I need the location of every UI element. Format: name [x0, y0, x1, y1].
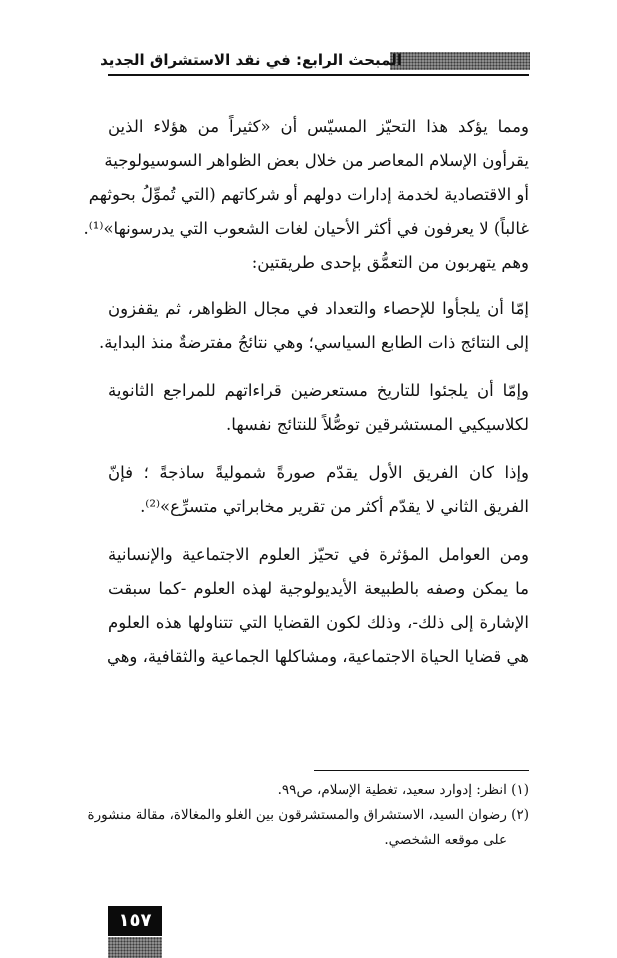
text-line: وإمّا أن يلجئوا للتاريخ مستعرضين قراءاتهم للمراجع الثانوية — [108, 381, 529, 400]
text-line: وهم يتهربون من التعمُّق بإحدى طريقتين: — [251, 253, 529, 272]
text-line: إلى النتائج ذات الطابع السياسي؛ وهي نتائجُ مفترضةٌ منذ البداية. — [99, 333, 529, 352]
paragraph-3 — [108, 374, 529, 442]
footer-ornament — [108, 937, 162, 958]
footnote-rule — [314, 770, 529, 771]
page-number: ١٥٧ — [108, 906, 162, 936]
body-text — [83, 110, 529, 688]
text-line: ما يمكن وصفه بالطبيعة الأيديولوجية لهذه العلوم -كما سبقت — [108, 579, 529, 598]
paragraph-1 — [83, 110, 529, 280]
header-ornament — [390, 52, 530, 70]
footnotes — [87, 778, 529, 853]
text-line: الفريق الثاني لا يقدّم أكثر من تقرير مخابراتي متسرِّع»⁽²⁾. — [140, 497, 529, 516]
footnote-1: (١) انظر: إدوارد سعيد، تغطية الإسلام، ص٩٩. — [277, 782, 529, 798]
text-line: الإشارة إلى ذلك-، وذلك لكون القضايا التي تتناولها هذه العلوم — [108, 613, 529, 632]
text-line: لكلاسيكيي المستشرقين توصُّلاً للنتائج نفسها. — [226, 415, 529, 434]
text-line: هي قضايا الحياة الاجتماعية، ومشاكلها الجماعية والثقافية، وهي — [106, 647, 529, 666]
paragraph-5 — [108, 538, 529, 674]
text-line: وإذا كان الفريق الأول يقدّم صورةً شموليةً ساذجةً ؛ فإنّ — [108, 463, 529, 482]
header-rule — [108, 74, 529, 76]
text-line: ومن العوامل المؤثرة في تحيّز العلوم الاجتماعية والإنسانية — [108, 545, 529, 564]
text-line: يقرأون الإسلام المعاصر من خلال بعض الظواهر السوسيولوجية — [104, 151, 529, 170]
paragraph-2 — [99, 292, 529, 360]
text-line: أو الاقتصادية لخدمة إدارات دولهم أو شركاتهم (التي تُموِّلُ بحوثهم — [88, 185, 529, 204]
paragraph-4 — [108, 456, 529, 524]
text-line: إمّا أن يلجأوا للإحصاء والتعداد في مجال الظواهر، ثم يقفزون — [108, 299, 529, 318]
footnote-2: (٢) رضوان السيد، الاستشراق والمستشرقون بين الغلو والمغالاة، مقالة منشورة — [87, 807, 529, 823]
footnote-2-continuation: على موقعه الشخصي. — [384, 832, 507, 848]
text-line: ومما يؤكد هذا التحيّز المسيّس أن «كثيراً من هؤلاء الذين — [108, 117, 529, 136]
running-header-title: المبحث الرابع: في نقد الاستشراق الجديد — [100, 51, 402, 69]
text-line: غالباً) لا يعرفون في أكثر الأحيان لغات الشعوب التي يدرسونها»⁽¹⁾. — [83, 219, 529, 238]
